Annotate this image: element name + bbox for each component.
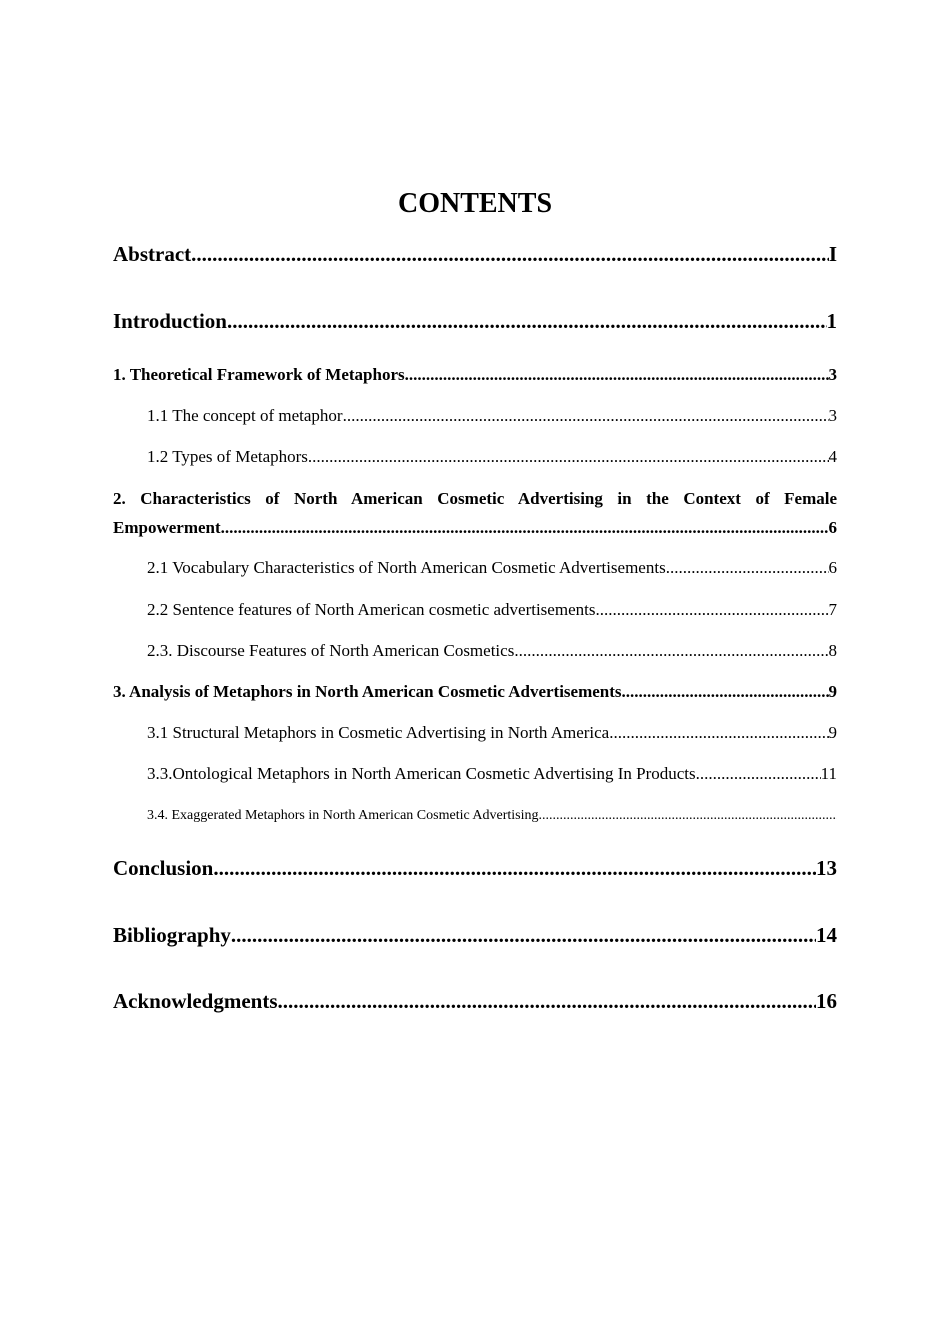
toc-entry-label: 1. Theoretical Framework of Metaphors	[113, 365, 405, 384]
toc-entry-abstract[interactable]	[113, 241, 837, 267]
dot-leader	[609, 722, 828, 744]
toc-page-number: 14	[816, 923, 837, 947]
toc-entry-label: 1.2 Types of Metaphors	[147, 447, 308, 466]
toc-entry-acknowledgments[interactable]	[113, 988, 837, 1014]
dot-leader	[666, 557, 829, 579]
toc-entry-label: 2.1 Vocabulary Characteristics of North American Cosmetic Advertisements	[147, 558, 666, 577]
dot-leader	[696, 763, 821, 785]
toc-page-number: 6	[828, 558, 837, 577]
toc-entry-chapter-3[interactable]	[113, 681, 837, 703]
toc-page-number: 6	[828, 518, 837, 537]
dot-leader	[231, 922, 816, 948]
toc-entry-label: Abstract	[113, 242, 192, 266]
toc-page-number: 8	[828, 641, 837, 660]
contents-title: CONTENTS	[397, 188, 553, 219]
dot-leader	[227, 308, 827, 334]
dot-leader	[595, 599, 828, 621]
toc-entry-continuation	[113, 513, 837, 542]
toc-entry-label-continued: Empowerment	[113, 518, 221, 537]
toc-entry-bibliography[interactable]	[113, 922, 837, 948]
toc-entry-introduction[interactable]	[113, 308, 837, 334]
dot-leader	[278, 988, 816, 1014]
dot-leader	[514, 640, 828, 662]
toc-page-number: 11	[820, 764, 837, 783]
toc-entry-label: 3.1 Structural Metaphors in Cosmetic Advertising in North America	[147, 723, 610, 742]
toc-entry-conclusion[interactable]	[113, 855, 837, 881]
toc-entry-label: 3.3.Ontological Metaphors in North American Cosmetic Advertising In Products	[147, 764, 696, 783]
dot-leader	[405, 364, 829, 386]
dot-leader	[213, 855, 816, 881]
toc-page-number: 3	[828, 365, 837, 384]
toc-page-number: I	[828, 242, 837, 266]
toc-entry-2-3[interactable]	[147, 640, 837, 662]
toc-entry-label: 1.1 The concept of metaphor	[147, 406, 343, 425]
dot-leader	[191, 241, 829, 267]
toc-entry-chapter-1[interactable]	[113, 364, 837, 386]
toc-entry-label: Acknowledgments	[113, 989, 278, 1013]
toc-entry-1-1[interactable]	[147, 405, 837, 427]
toc-entry-label: Conclusion	[113, 856, 214, 880]
dot-leader	[539, 806, 837, 826]
toc-page-number: 9	[828, 723, 837, 742]
dot-leader	[622, 681, 829, 703]
toc-entry-2-2[interactable]	[147, 599, 837, 621]
toc-page-number: 7	[828, 600, 837, 619]
toc-page-number: 1	[826, 309, 837, 333]
toc-entry-label: 2.3. Discourse Features of North American Cosmetics	[147, 641, 515, 660]
dot-leader	[308, 446, 829, 468]
toc-entry-chapter-2[interactable]	[113, 484, 837, 542]
toc-page-number: 4	[828, 447, 837, 466]
dot-leader	[343, 405, 829, 427]
toc-page-number: 9	[828, 682, 837, 701]
toc-entry-label: 2. Characteristics of North American Cosmetic Advertising in the Context of Female	[113, 489, 837, 508]
toc-page-number: 3	[828, 406, 837, 425]
toc-entry-2-1[interactable]	[147, 557, 837, 579]
toc-page-number: 13	[816, 856, 837, 880]
toc-entry-3-3[interactable]	[147, 763, 837, 785]
toc-entry-label: 2.2 Sentence features of North American cosmetic advertisements	[147, 600, 596, 619]
toc-page-number: 16	[816, 989, 837, 1013]
toc-entry-label: Bibliography	[113, 923, 231, 947]
toc-entry-1-2[interactable]	[147, 446, 837, 468]
toc-entry-label: 3. Analysis of Metaphors in North American Cosmetic Advertisements	[113, 682, 622, 701]
toc-entry-3-4[interactable]	[147, 806, 837, 826]
dot-leader	[221, 513, 829, 542]
toc-entry-3-1[interactable]	[147, 722, 837, 744]
toc-entry-label: 3.4. Exaggerated Metaphors in North American Cosmetic Advertising	[147, 808, 539, 823]
toc-entry-label: Introduction	[113, 309, 227, 333]
